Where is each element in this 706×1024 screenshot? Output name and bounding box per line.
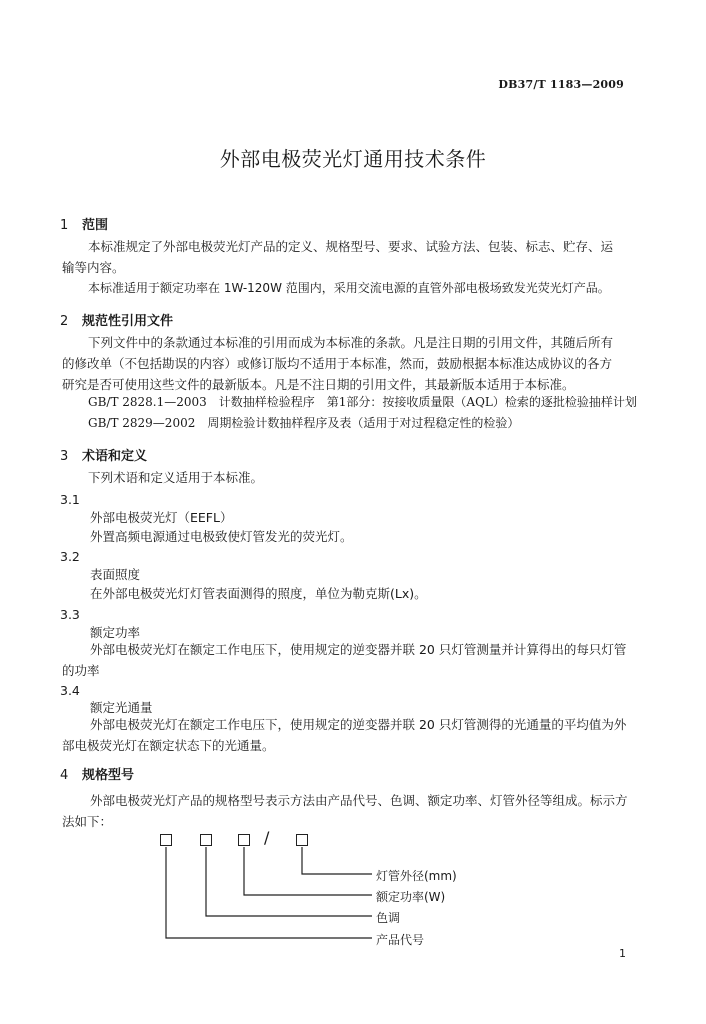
label-product-code: 产品代号 <box>376 933 425 947</box>
label-tube-diameter: 灯管外径(mm) <box>376 869 457 883</box>
section-2-paragraph-1: 下列文件中的条款通过本标准的引用而成为本标准的条款。凡是注日期的引用文件，其随后所有的修改单（不包括勘误的内容）或修订版均不适用于本标准，然而，鼓励根据本标准达成协议的各方研究是否可使用这些文件的最新版本。凡是不注日期的引用文件，其最新版本适用于本标准。 <box>62 335 614 392</box>
section-number: 3 <box>60 449 69 464</box>
section-3-intro: 下列术语和定义适用于本标准。 <box>88 470 264 485</box>
section-title: 规范性引用文件 <box>82 314 174 329</box>
reference-2: GB/T 2829—2002 周期检验计数抽样程序及表（适用于对过程稳定性的检验） <box>88 416 520 430</box>
section-number: 2 <box>60 314 69 329</box>
leader-line-tube-diameter <box>302 847 372 874</box>
term-3-3-definition: 外部电极荧光灯在额定工作电压下，使用规定的逆变器并联 20 只灯管测量并计算得出的每只灯管的功率 <box>62 642 627 678</box>
page-number: 1 <box>619 947 626 960</box>
section-1-paragraph-1: 本标准规定了外部电极荧光灯产品的定义、规格型号、要求、试验方法、包装、标志、贮存、运输等内容。 <box>62 239 614 275</box>
term-3-1-definition: 外置高频电源通过电极致使灯管发光的荧光灯。 <box>90 529 353 544</box>
label-rated-power: 额定功率(W) <box>376 890 446 904</box>
page-title: 外部电极荧光灯通用技术条件 <box>219 147 487 171</box>
section-number: 4 <box>60 768 69 783</box>
term-3-2-number: 3.2 <box>60 549 80 564</box>
section-title: 术语和定义 <box>82 449 148 464</box>
term-3-4-number: 3.4 <box>60 683 80 698</box>
term-3-1-name: 外部电极荧光灯（EEFL） <box>90 510 233 525</box>
term-3-4-name: 额定光通量 <box>90 700 153 715</box>
term-3-3-name: 额定功率 <box>90 625 141 640</box>
term-3-3-number: 3.3 <box>60 607 80 622</box>
section-title: 规格型号 <box>82 768 135 783</box>
section-4-paragraph-1: 外部电极荧光灯产品的规格型号表示方法由产品代号、色调、额定功率、灯管外径等组成。标示方法如下： <box>62 793 628 829</box>
separator-slash: / <box>264 828 270 847</box>
leader-line-product-code <box>166 847 372 938</box>
label-color-tone: 色调 <box>376 911 401 925</box>
term-3-1-number: 3.1 <box>60 492 80 507</box>
leader-line-rated-power <box>244 847 372 895</box>
reference-1: GB/T 2828.1—2003 计数抽样检验程序 第1部分：按接收质量限（AQL）检索的逐批检验抽样计划 <box>88 395 637 409</box>
term-3-2-definition: 在外部电极荧光灯灯管表面测得的照度，单位为勒克斯(Lx)。 <box>90 586 427 601</box>
term-3-4-definition: 外部电极荧光灯在额定工作电压下，使用规定的逆变器并联 20 只灯管测得的光通量的平均值为外部电极荧光灯在额定状态下的光通量。 <box>62 717 627 753</box>
section-number: 1 <box>60 218 69 233</box>
section-1-paragraph-2: 本标准适用于额定功率在 1W-120W 范围内，采用交流电源的直管外部电极场致发光荧光灯产品。 <box>88 281 610 295</box>
term-3-2-name: 表面照度 <box>90 567 141 582</box>
section-title: 范围 <box>82 218 109 233</box>
standard-code: DB37/T 1183—2009 <box>498 78 624 91</box>
leader-line-color-tone <box>206 847 372 916</box>
